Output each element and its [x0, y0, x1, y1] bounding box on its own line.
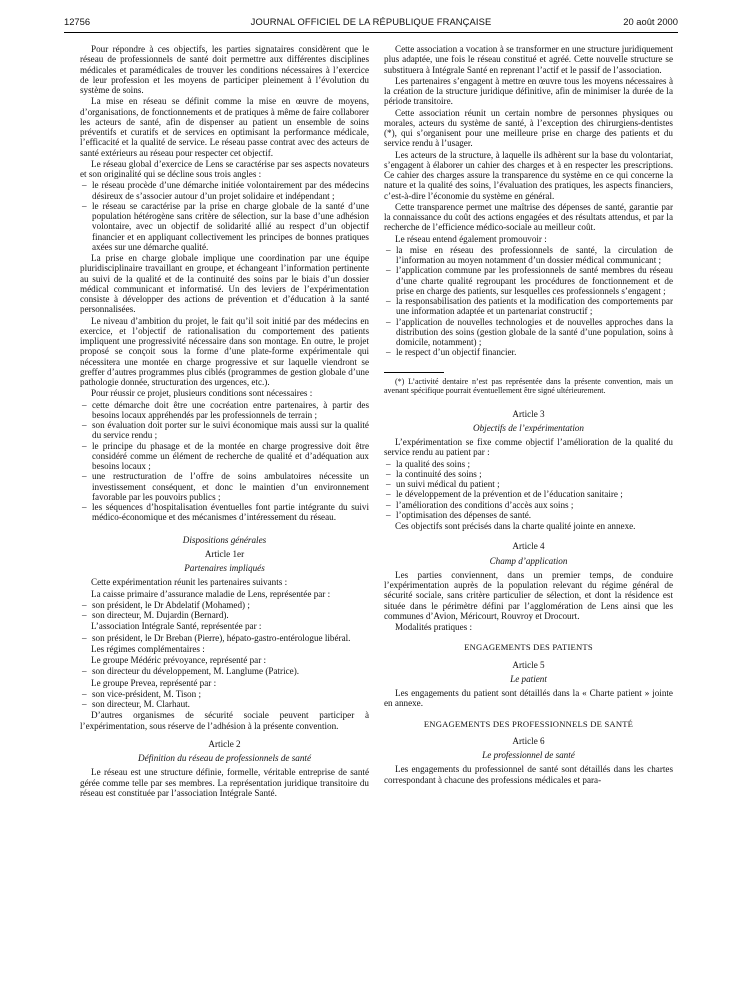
- list-item: – la mise en réseau des professionnels de santé, la circulation de l’information au moyen notamment d’un dossier médical communicant ;: [384, 245, 673, 266]
- article-title: Champ d’application: [489, 555, 568, 566]
- list-item: – son président, le Dr Abdelatif (Mohamed) ;: [80, 600, 369, 610]
- list-item: – cette démarche doit être une cocréation entre partenaires, à partir des besoins locaux appréhendés par les professionnels de terrain ;: [80, 400, 369, 421]
- list-item: – la qualité des soins ;: [384, 459, 673, 469]
- paragraph: L’association Intégrale Santé, représentée par :: [91, 621, 262, 632]
- paragraph: Cette transparence permet une maîtrise des dépenses de santé, garantie par la connaissance du coût des actions engagées et des résultats attendus, et par la recherche de l’efficience médico-sociale au meilleur coût.: [384, 201, 673, 233]
- list-item: – la responsabilisation des patients et la modification des comportements par une information adaptée et un partenariat constructif ;: [384, 296, 673, 317]
- paragraph: Les acteurs de la structure, à laquelle ils adhèrent sur la base du volontariat, s’engagent à élaborer un cahier des charges et à en respecter les prescriptions. Ce cahier des charges assure la transparence du système en ce qui concerne la nature et la qualité des soins, l’évaluation des pratiques, les aspects financiers, c’est-à-dire l’économie du système en général.: [384, 149, 673, 201]
- footnote: (*) L’activité dentaire n’est pas représentée dans la présente convention, mais un avenant spécifique pourrait éventuellement être signé ultérieurement.: [384, 376, 673, 395]
- article-heading: Article 4: [512, 541, 545, 552]
- paragraph: L’expérimentation se fixe comme objectif l’amélioration de la qualité du service rendu au patient par :: [384, 437, 673, 458]
- paragraph: Cette expérimentation réunit les partenaires suivants :: [91, 577, 288, 588]
- footnote-rule: [384, 372, 444, 373]
- list-item: – le réseau se caractérise par la prise en charge globale de la santé d’une population hétérogène sans critère de sélection, sur la base d’une adhésion volontaire, avec un objectif de solidarité allié au respect d’un objectif financier et en appliquant collectivement les principes de bonnes pratiques axées sur une démarche qualité.: [80, 201, 369, 252]
- paragraph: Pour réussir ce projet, plusieurs conditions sont nécessaires :: [91, 388, 313, 399]
- paragraph: Le réseau entend également promouvoir :: [395, 233, 547, 244]
- article-heading: Article 1er: [204, 548, 245, 559]
- article-title: Définition du réseau de professionnels de santé: [137, 753, 311, 763]
- page-number: 12756: [64, 16, 91, 27]
- paragraph: Le niveau d’ambition du projet, le fait qu’il soit initié par des médecins en exercice, et l’objectif de rationalisation du comportement des patients impliquent une progressivité nécessaire dans son montage. En outre, le projet proposé se conçoit sous la forme d’une plate-forme expérimentale qui nécessitera une montée en charge progressive et sur laquelle viendront se greffer d’autres programmes plus ciblés (programmes de gestion globale d’une pathologie donnée, structuration des urgences, etc.).: [80, 315, 369, 387]
- list: [80, 689, 369, 710]
- list-item: – le principe du phasage et de la montée en charge progressive doit être considéré comme un élément de recherche de qualité et d’adéquation aux besoins locaux ;: [80, 441, 369, 472]
- paragraph: Le groupe Prevea, représenté par :: [91, 677, 217, 688]
- section-title: Dispositions générales: [182, 534, 267, 545]
- paragraph: Les engagements du professionnel de santé sont détaillés dans les chartes correspondant à chacune des professions médicales et para-: [384, 764, 673, 785]
- list: [384, 245, 673, 358]
- article-title: Partenaires impliqués: [184, 563, 265, 573]
- paragraph: D’autres organismes de sécurité sociale peuvent participer à l’expérimentation, sous réserve de l’adhésion à la présente convention.: [80, 710, 369, 731]
- list: [80, 180, 369, 252]
- journal-title: JOURNAL OFFICIEL DE LA RÉPUBLIQUE FRANÇAISE: [250, 16, 492, 27]
- list: [80, 400, 369, 523]
- section-heading: ENGAGEMENTS DES PROFESSIONNELS DE SANTÉ: [423, 718, 634, 729]
- list-item: – son directeur, M. Dujardin (Bernard).: [80, 610, 369, 620]
- right-column: [384, 44, 673, 786]
- list: [80, 600, 369, 621]
- list: [80, 666, 369, 676]
- list: [384, 459, 673, 521]
- paragraph: Les partenaires s’engagent à mettre en œuvre tous les moyens nécessaires à la création de la structure juridique définitive, afin de minimiser la durée de la période transitoire.: [384, 75, 673, 107]
- paragraph: Le groupe Médéric prévoyance, représenté par :: [91, 655, 267, 665]
- list-item: – l’optimisation des dépenses de santé.: [384, 510, 673, 520]
- list-item: – l’application de nouvelles technologies et de nouvelles approches dans la distribution des soins (gestion globale de la santé d’une population, soins à domicile, notamment) ;: [384, 317, 673, 348]
- paragraph: Modalités pratiques :: [395, 622, 473, 632]
- list-item: – son directeur, M. Clarhaut.: [80, 699, 369, 709]
- paragraph: Les régimes complémentaires :: [91, 643, 205, 654]
- article-heading: Article 3: [512, 408, 545, 419]
- list-item: – le respect d’un objectif financier.: [384, 347, 673, 357]
- list-item: – son directeur du développement, M. Langlume (Patrice).: [80, 666, 369, 676]
- paragraph: Le réseau est une structure définie, formelle, véritable entreprise de santé gérée comme telle par ses membres. La représentation juridique transitoire du réseau est constituée par l’association Intégrale Santé.: [80, 767, 369, 798]
- left-column: [80, 44, 369, 799]
- paragraph: La prise en charge globale implique une coordination par une équipe pluridisciplinaire travaillant en groupe, et échangeant l’information pertinente au suivi de la qualité et de la continuité des soins par le biais d’un dossier médical communicant et informatisé. Un des leviers de l’expérimentation consiste à développer des actions de prévention et d’éducation à la santé personnalisées.: [80, 253, 369, 315]
- list: [80, 633, 369, 643]
- paragraph: Pour répondre à ces objectifs, les parties signataires considèrent que le réseau de professionnels de santé doit permettre aux différentes disciplines médicales et paramédicales de trouver les conditions nécessaires à l’exercice de leur profession et les moyens de participer pleinement à l’évolution du système de soins.: [80, 44, 369, 95]
- list-item: – son vice-président, M. Tison ;: [80, 689, 369, 699]
- paragraph: Cette association a vocation à se transformer en une structure juridiquement plus adaptée, une fois le réseau constitué et agréé. Cette nouvelle structure se substituera à Intégrale Santé en reprenant l’actif et le passif de l’association.: [384, 44, 673, 75]
- article-heading: Article 2: [208, 738, 241, 749]
- publication-date: 20 août 2000: [623, 16, 678, 27]
- list-item: – les séquences d’hospitalisation éventuelles font partie intégrante du suivi médico-économique et des mécanismes d’intéressement du réseau.: [80, 502, 369, 523]
- list-item: – une restructuration de l’offre de soins ambulatoires nécessite un investissement conséquent, et donc le maintien d’un environnement favorable par les pouvoirs publics ;: [80, 471, 369, 502]
- article-heading: Article 6: [512, 735, 545, 746]
- list-item: – le réseau procède d’une démarche initiée volontairement par des médecins désireux de s’associer autour d’un projet solidaire et indépendant ;: [80, 180, 369, 201]
- article-heading: Article 5: [512, 659, 545, 670]
- paragraph: La caisse primaire d’assurance maladie de Lens, représentée par :: [91, 588, 331, 599]
- paragraph: Les engagements du patient sont détaillés dans la « Charte patient » jointe en annexe.: [384, 688, 673, 709]
- paragraph: Le réseau global d’exercice de Lens se caractérise par ses aspects novateurs et son originalité qui se décline sous trois angles :: [80, 158, 369, 179]
- paragraph: La mise en réseau se définit comme la mise en œuvre de moyens, d’organisations, de fonctionnements et de pratiques à même de faire collaborer les acteurs de santé, afin de dispenser au patient un ensemble de soins préventifs et curatifs et de services en optimisant la performance médicale, l’efficacité et la qualité de service. Le réseau passe contrat avec des acteurs de santé extérieurs au réseau pour respecter cet objectif.: [80, 96, 369, 158]
- list-item: – l’amélioration des conditions d’accès aux soins ;: [384, 500, 673, 510]
- section-heading: ENGAGEMENTS DES PATIENTS: [464, 642, 593, 653]
- page-header: [64, 14, 678, 30]
- list-item: – son évaluation doit porter sur le suivi économique mais aussi sur la qualité du service rendu ;: [80, 420, 369, 441]
- list-item: – l’application commune par les professionnels de santé membres du réseau d’une charte qualité regroupant les procédures de fonctionnement et de prise en charge des patients, sur lesquelles ces professionnels s’engagent ;: [384, 265, 673, 296]
- list-item: – la continuité des soins ;: [384, 469, 673, 479]
- paragraph: Cette association réunit un certain nombre de personnes physiques ou morales, acteurs du système de santé, à l’exception des chirurgiens-dentistes (*), qui s’organisent pour une meilleure prise en charge des patients et du service rendu à l’usager.: [384, 107, 673, 149]
- list-item: – son président, le Dr Breban (Pierre), hépato-gastro-entérologue libéral.: [80, 633, 369, 643]
- header-rule: [64, 32, 678, 33]
- article-title: Le patient: [510, 673, 547, 684]
- article-title: Le professionnel de santé: [482, 750, 575, 760]
- article-title: Objectifs de l’expérimentation: [473, 422, 584, 433]
- paragraph: Les parties conviennent, dans un premier temps, de conduire l’expérimentation auprès de la population relevant du régime général de sécurité sociale, sans critère particulier de sélection, et dont la résidence est située dans le périmètre défini par l’agglomération de Lens ainsi que les communes d’Avion, Méricourt, Rouvroy et Drocourt.: [384, 569, 673, 621]
- list-item: – le développement de la prévention et de l’éducation sanitaire ;: [384, 489, 673, 499]
- paragraph: Ces objectifs sont précisés dans la charte qualité jointe en annexe.: [395, 521, 636, 531]
- list-item: – un suivi médical du patient ;: [384, 479, 673, 489]
